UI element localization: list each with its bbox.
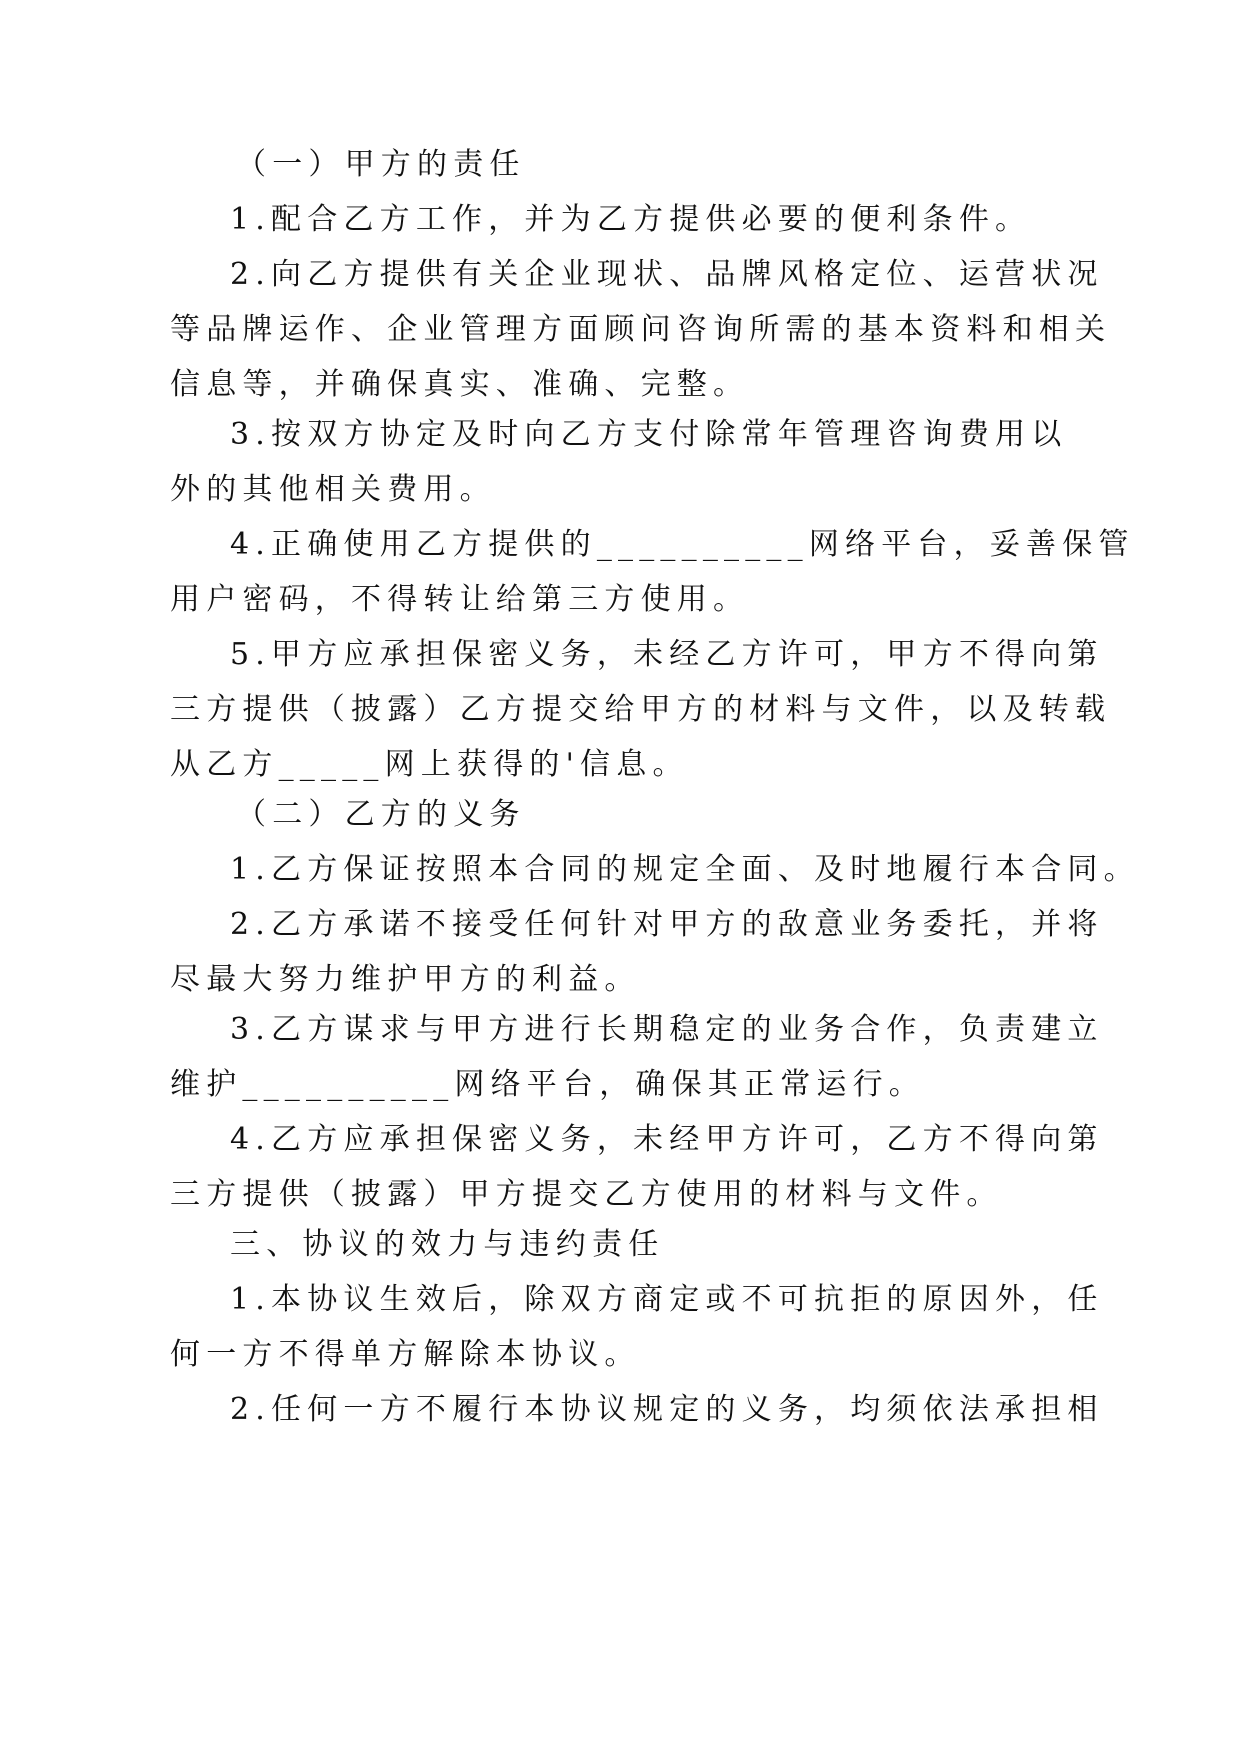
paragraph-line: 何一方不得单方解除本协议。 [170, 1337, 641, 1372]
paragraph-line: 3.按双方协定及时向乙方支付除常年管理咨询费用以 [230, 417, 1068, 452]
paragraph-line: 1.乙方保证按照本合同的规定全面、及时地履行本合同。 [230, 852, 1140, 887]
paragraph-line: 三方提供（披露）乙方提交给甲方的材料与文件，以及转载 [170, 692, 1112, 727]
paragraph-line: 从乙方_____网上获得的'信息。 [170, 747, 689, 782]
paragraph-line: 用户密码，不得转让给第三方使用。 [170, 582, 750, 617]
paragraph-line: 等品牌运作、企业管理方面顾问咨询所需的基本资料和相关 [170, 312, 1112, 347]
paragraph-line: 信息等，并确保真实、准确、完整。 [170, 367, 750, 402]
paragraph-line: 2.任何一方不履行本协议规定的义务，均须依法承担相 [230, 1392, 1104, 1427]
section-heading-party-a-duties: （一）甲方的责任 [236, 147, 526, 182]
section-heading-party-b-duties: （二）乙方的义务 [236, 797, 526, 832]
paragraph-line: 2.乙方承诺不接受任何针对甲方的敌意业务委托，并将 [230, 907, 1104, 942]
paragraph-line: 维护__________网络平台，确保其正常运行。 [170, 1067, 925, 1102]
paragraph-line: 1.本协议生效后，除双方商定或不可抗拒的原因外，任 [230, 1282, 1104, 1317]
paragraph-line: 2.向乙方提供有关企业现状、品牌风格定位、运营状况 [230, 257, 1104, 292]
paragraph-line: 5.甲方应承担保密义务，未经乙方许可，甲方不得向第 [230, 637, 1104, 672]
paragraph-line: 4.正确使用乙方提供的__________网络平台，妥善保管 [230, 527, 1135, 562]
paragraph-line: 4.乙方应承担保密义务，未经甲方许可，乙方不得向第 [230, 1122, 1104, 1157]
paragraph-line: 1.配合乙方工作，并为乙方提供必要的便利条件。 [230, 202, 1032, 237]
paragraph-line: 三方提供（披露）甲方提交乙方使用的材料与文件。 [170, 1177, 1003, 1212]
paragraph-line: 外的其他相关费用。 [170, 472, 496, 507]
paragraph-line: 3.乙方谋求与甲方进行长期稳定的业务合作，负责建立 [230, 1012, 1104, 1047]
section-heading-validity-liability: 三、协议的效力与违约责任 [230, 1227, 665, 1262]
paragraph-line: 尽最大努力维护甲方的利益。 [170, 962, 641, 997]
